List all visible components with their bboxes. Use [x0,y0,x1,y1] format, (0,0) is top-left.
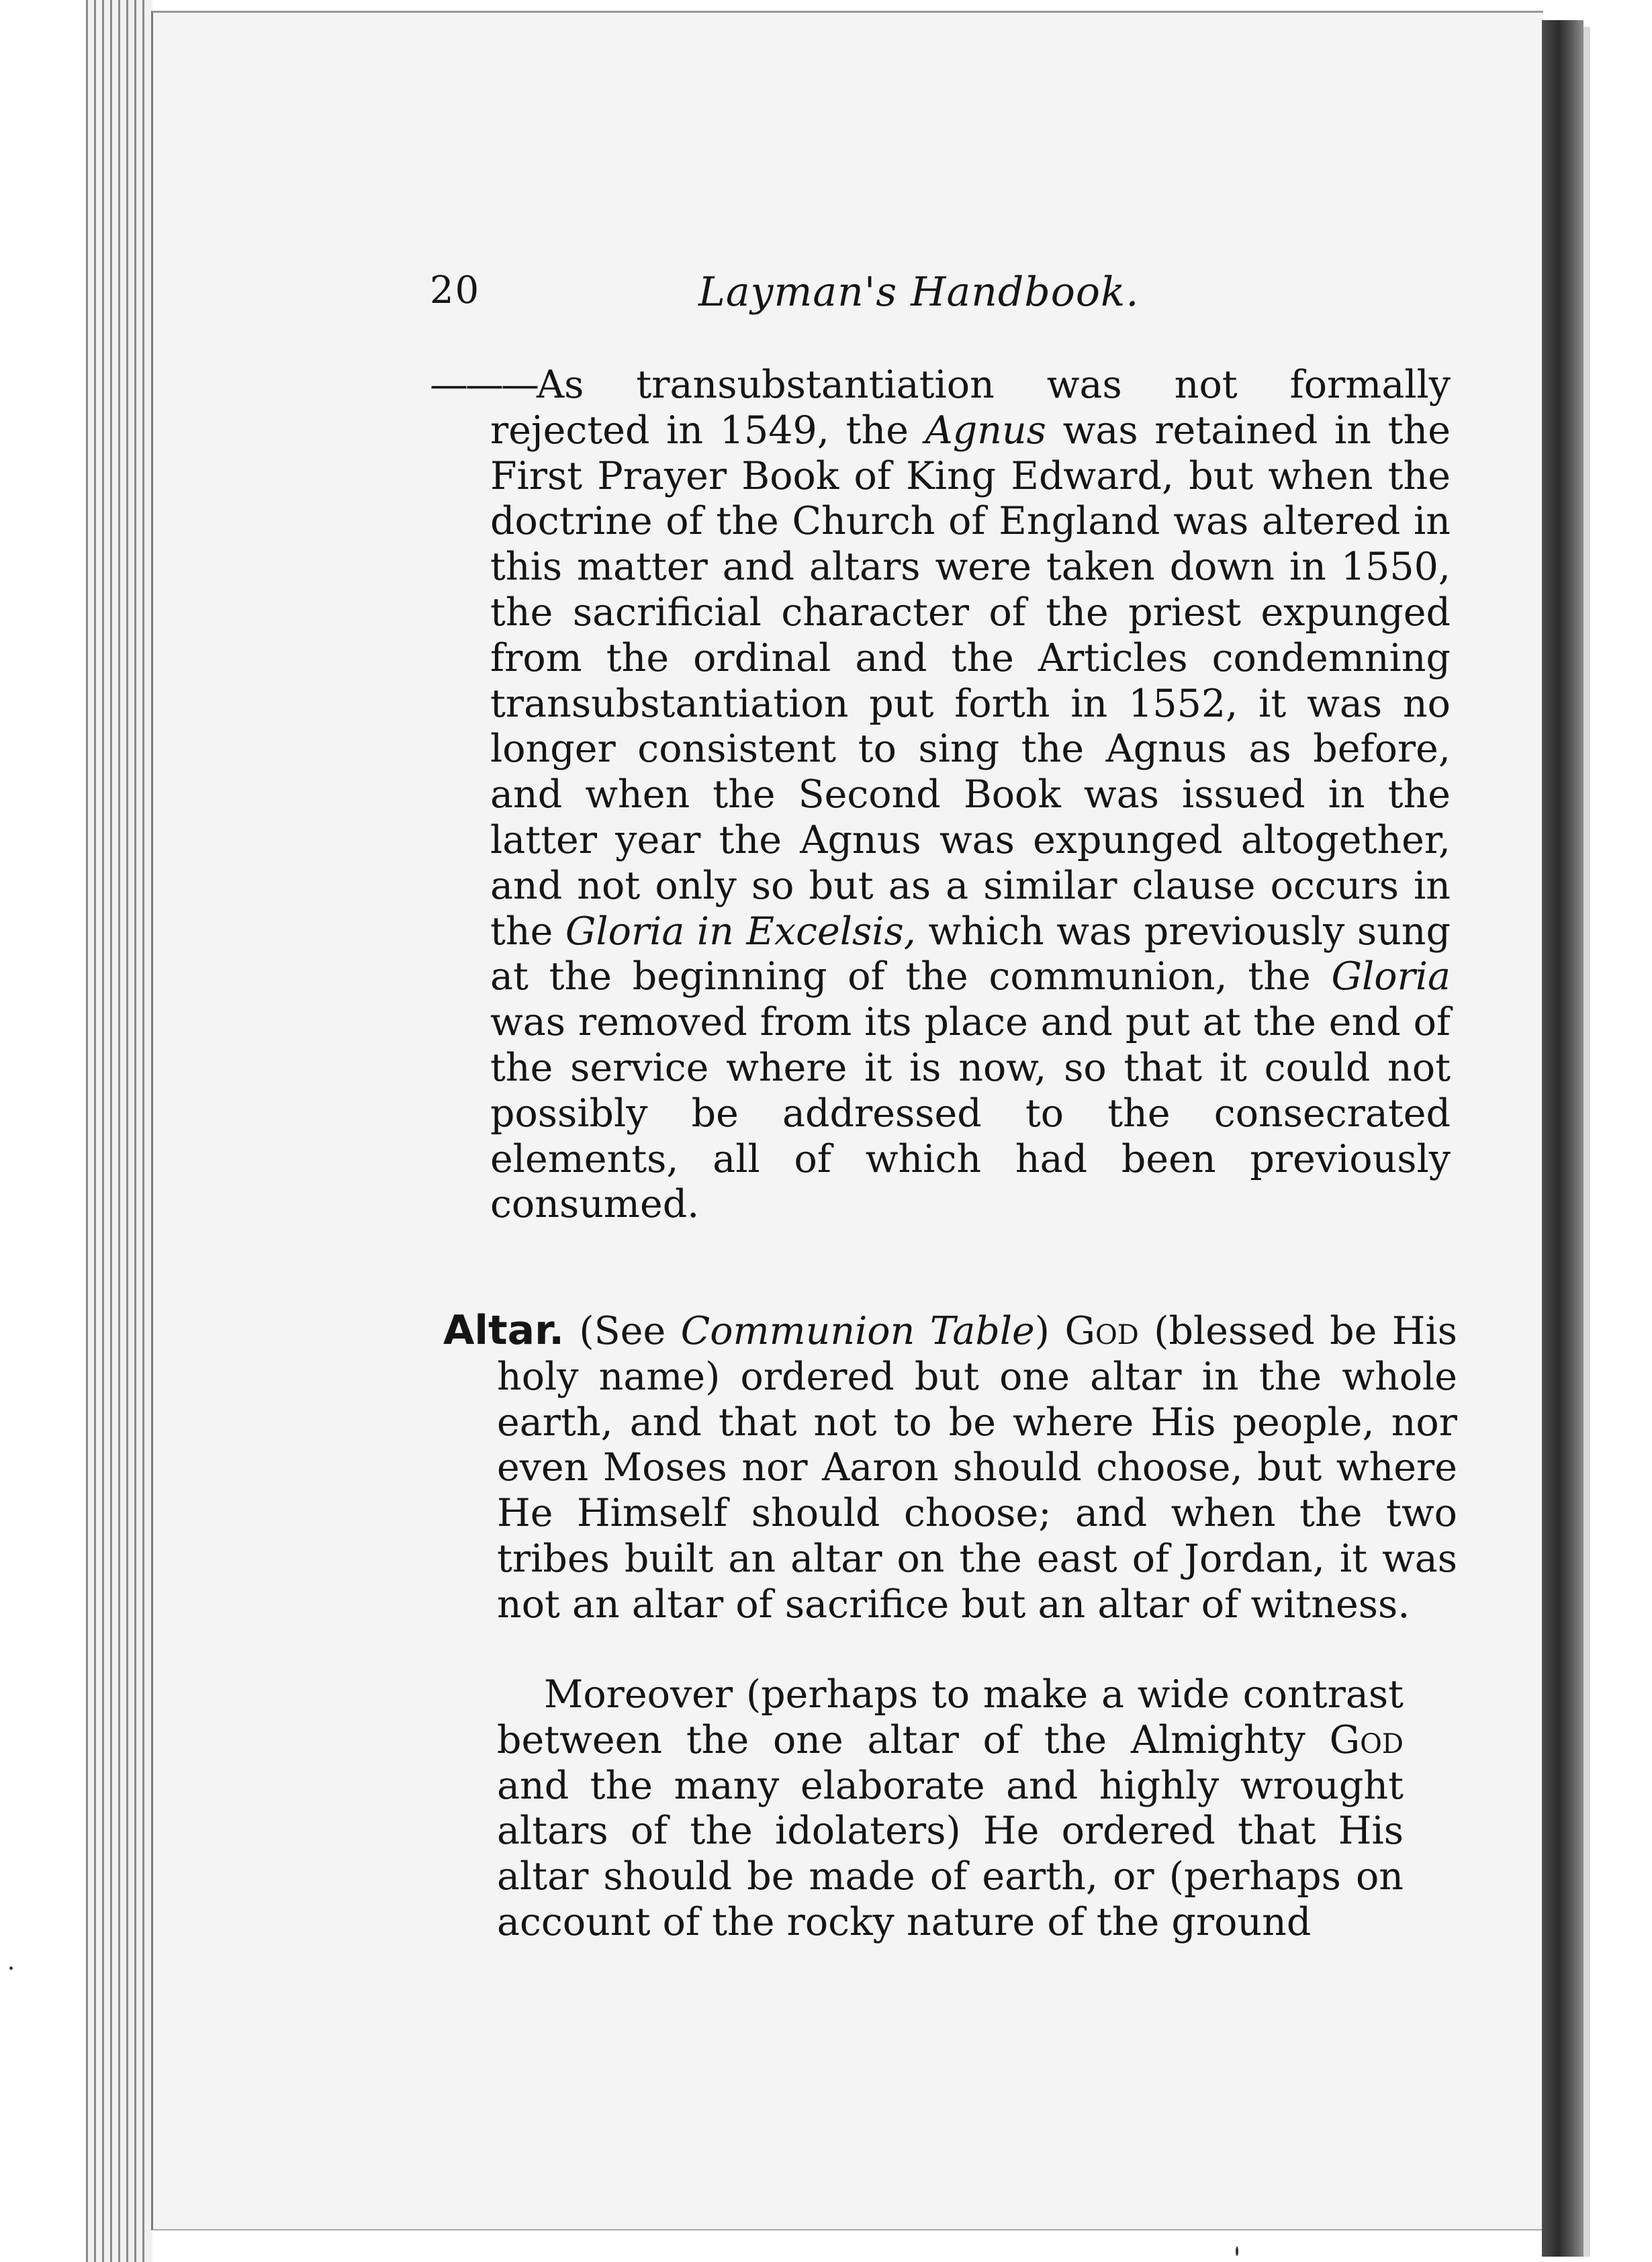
entry-altar [443,1308,1457,1628]
text-run: was retained in the First Prayer Book of King Edward, but when the doctrine of the Church of England was altered in this matter and altars were taken down in 1550, the sacrificial character of the priest expunged from the ordinal and the Articles condemning transubstantiation put forth in 1552, it was no longer consistent to sing the Agnus as before, and when the Second Book was issued in the latter year the Agnus was expunged altogether, and not only so but as a similar clause occurs in the [490,408,1451,954]
paragraph-agnus [430,363,1451,1228]
scan-speck [9,1966,13,1970]
text-run: As transubstantiation was not formally rejected in 1549, the [490,363,1451,453]
text-run: which was previously sung at the beginning of the communion, the [490,909,1451,999]
text-run: (blessed be His holy name) ordered but one altar in the whole earth, and that not to be where His people, nor even Moses nor Aaron should choose, but where He Himself should choose; and when the two tribes built an altar on the east of Jordan, it was not an altar of sacrifice but an altar of witness. [497,1309,1457,1627]
headword: Altar. [443,1307,564,1354]
text-run: Moreover (perhaps to make a wide contrast between the one altar of the Almighty [497,1672,1404,1762]
paragraph-moreover [497,1672,1404,1946]
scan-speck [1236,2247,1238,2256]
text-run: and the many elaborate and highly wrought altars of the idolaters) He ordered that His altar should be made of earth, or (perhaps on account of the rocky nature of the ground [497,1763,1404,1944]
italic-run: Gloria in Excelsis, [565,909,916,954]
page-header [430,269,1370,329]
binding-shadow [1542,20,1584,2257]
right-page-edge [1584,27,1590,2257]
italic-run: Gloria [1331,954,1451,999]
text-run: (See [564,1309,681,1353]
text-run: was removed from its place and put at the end of the service where it is now, so that it could not possibly be addressed to the consecrated elements, all of which had been previously consumed. [490,1000,1451,1227]
small-caps-word: God [1329,1717,1404,1762]
running-title: Layman's Handbook. [698,269,1140,316]
small-caps-word: God [1064,1309,1139,1353]
italic-run: Agnus [925,408,1046,453]
page-number: 20 [430,269,481,312]
em-dash-rule: ——— [430,363,537,407]
cross-reference: Communion Table [680,1309,1035,1353]
text-run: ) [1034,1309,1065,1353]
